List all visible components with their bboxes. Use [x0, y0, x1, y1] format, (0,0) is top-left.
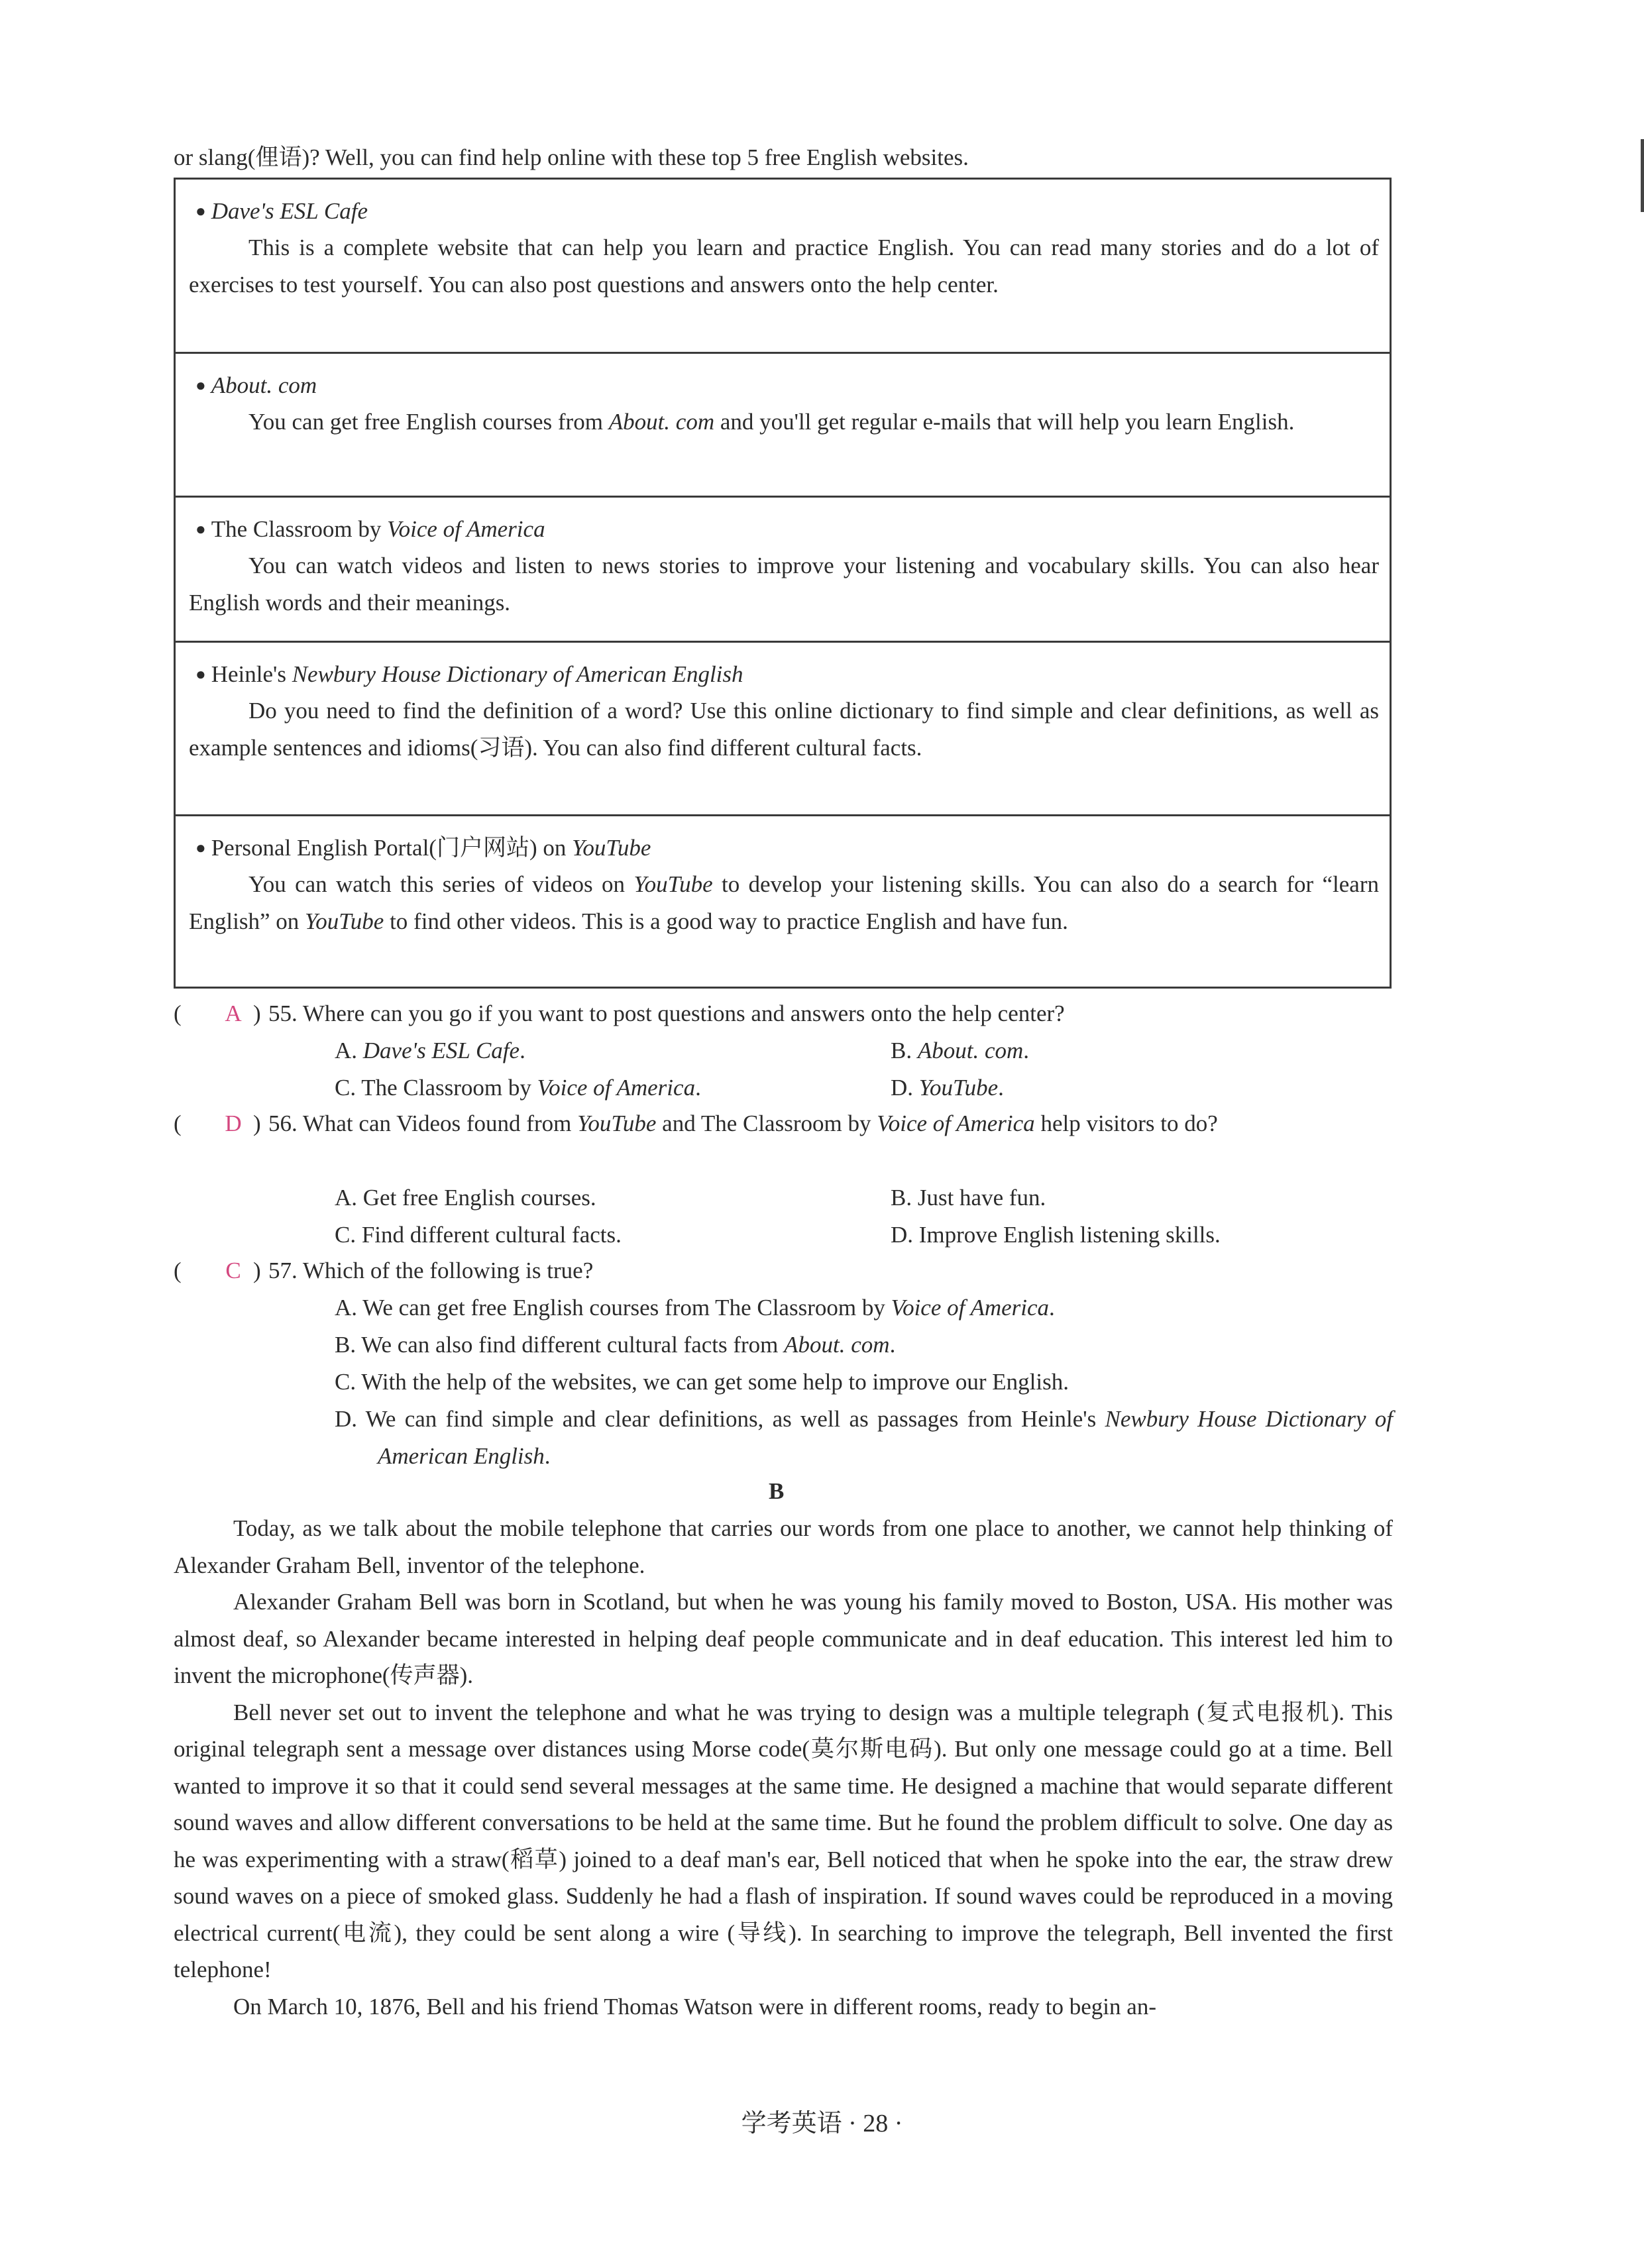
answer-paren-close: ) [253, 1258, 261, 1283]
option-c [335, 1216, 622, 1254]
italic-text: Voice of America [891, 1295, 1050, 1321]
text-run: Do you need to find the definition of a word? Use this online dictionary to find simple and clear definitions, as well as example sentences and idioms(习语). You can also find different cultural facts. [189, 698, 1379, 761]
text-run: The Classroom by [211, 516, 388, 542]
question-stem [268, 1105, 1388, 1142]
website-title [195, 193, 1379, 232]
websites-box [174, 178, 1392, 989]
website-section-about-com [176, 352, 1390, 498]
italic-text: YouTube [633, 871, 713, 897]
answer-paren-close: ) [253, 1110, 261, 1136]
section-b-heading: B [769, 1478, 785, 1504]
text-run: . [1023, 1038, 1030, 1063]
answer-paren-open: ( [174, 1258, 182, 1283]
website-title-text [211, 372, 317, 398]
website-title-text [211, 835, 651, 861]
paragraph: On March 10, 1876, Bell and his friend Thomas Watson were in different rooms, ready to begin an- [233, 1993, 1156, 2020]
website-section-voice-of-america [176, 496, 1390, 643]
website-section-youtube-portal [176, 814, 1390, 989]
italic-text: Voice of America [387, 516, 545, 542]
bullet-icon: ● [195, 376, 206, 395]
text-run: help visitors to do? [1034, 1110, 1218, 1136]
text-run: You can watch this series of videos on [248, 871, 634, 897]
option-d [891, 1216, 1221, 1254]
website-description [189, 547, 1379, 621]
option-d [335, 1401, 1393, 1474]
text-run: D. Improve English listening skills. [891, 1222, 1221, 1248]
text-run: 57. Which of the following is true? [268, 1258, 594, 1283]
text-run: B. Just have fun. [891, 1185, 1046, 1211]
italic-text: Dave's ESL Cafe [362, 1038, 520, 1063]
text-run: C. Find different cultural facts. [335, 1222, 622, 1248]
text-run: You can get free English courses from [248, 409, 609, 435]
option-b [891, 1032, 1029, 1069]
italic-text: YouTube [572, 835, 651, 861]
text-run: A. Get free English courses. [335, 1185, 596, 1211]
text-run: . [544, 1442, 551, 1469]
italic-text: Newbury House Dictionary of American English [292, 661, 743, 687]
italic-text: About. com [211, 372, 317, 398]
text-run: to find other videos. This is a good way to practice English and have fun. [384, 908, 1068, 934]
paragraph: Alexander Graham Bell was born in Scotland, but when he was young his family moved to Boston, USA. His mother was almost deaf, so Alexander became interested in helping deaf people communicate and in deaf education. This interest led him to invent the microphone(传声器). [174, 1589, 1393, 1688]
website-description [189, 404, 1379, 441]
website-description [189, 866, 1379, 940]
option-c [335, 1364, 1069, 1401]
text-run: . [695, 1075, 701, 1101]
option-c [335, 1069, 701, 1107]
question-55 [174, 995, 1393, 1107]
paragraph: Today, as we talk about the mobile telephone that carries our words from one place to another, we cannot help thinking of Alexander Graham Bell, inventor of the telephone. [174, 1515, 1393, 1578]
text-run: 55. Where can you go if you want to post questions and answers onto the help center? [268, 1000, 1065, 1026]
website-title-text [211, 198, 368, 224]
answer-letter: C [225, 1258, 241, 1283]
option-b [335, 1326, 895, 1364]
page-footer: 学考英语 · 28 · [741, 2110, 903, 2137]
bullet-icon: ● [195, 838, 206, 857]
website-title-text [211, 661, 743, 687]
text-run: Personal English Portal(门户网站) on [211, 835, 573, 861]
bullet-icon: ● [195, 519, 206, 539]
text-run: This is a complete website that can help you learn and practice English. You can read many stories and do a lot of exercises to test yourself. You can also post questions and answers onto the help center. [189, 235, 1379, 297]
text-run: D. We can find simple and clear definitions, as well as passages from Heinle's [335, 1406, 1105, 1432]
website-section-daves-esl-cafe [176, 180, 1390, 352]
text-run: . [1049, 1295, 1055, 1321]
page-edge-mark [1641, 139, 1644, 212]
italic-text: Voice of America [537, 1075, 696, 1101]
text-run: C. The Classroom by [335, 1075, 537, 1101]
italic-text: Voice of America [877, 1110, 1035, 1136]
italic-text: YouTube [304, 908, 384, 934]
text-run: A. [335, 1038, 363, 1063]
text-run: Heinle's [211, 661, 292, 687]
option-d [891, 1069, 1004, 1107]
text-run: 56. What can Videos found from [268, 1110, 578, 1136]
text-run: . [520, 1038, 525, 1063]
italic-text: Newbury House Dictionary of American English [378, 1406, 1393, 1469]
question-stem [268, 995, 1395, 1032]
paragraph: Bell never set out to invent the telephone and what he was trying to design was a multiple telegraph (复式电报机). This original telegraph sent a message over distances using Morse code(莫尔斯电码). But only one message could go at a time. Bell wanted to improve it so that it could send several messages at the same time. He designed a machine that would separate different sound waves and allow different conversations to be held at the same time. But he found the problem difficult to solve. One day as he was experimenting with a straw(稻草) joined to a deaf man's ear, Bell noticed that when he spoke into the ear, the straw drew sound waves on a piece of smoked glass. Suddenly he had a flash of inspiration. If sound waves could be reproduced in a moving electrical current(电流), they could be sent along a wire (导线). In searching to improve the telegraph, Bell invented the first telephone! [174, 1699, 1393, 1982]
website-title-text [211, 516, 545, 542]
intro-line: or slang(俚语)? Well, you can find help online with these top 5 free English websites. [174, 144, 969, 170]
text-run: . [889, 1332, 896, 1358]
text-run: . [998, 1075, 1004, 1101]
website-title [195, 511, 1379, 550]
website-title [195, 656, 1379, 695]
bullet-icon: ● [195, 201, 206, 221]
text-run: and The Classroom by [656, 1110, 877, 1136]
text-run: You can watch videos and listen to news stories to improve your listening and vocabulary skills. You can also hear English words and their meanings. [189, 553, 1379, 616]
bullet-icon: ● [195, 665, 206, 684]
option-a [335, 1032, 525, 1069]
italic-text: YouTube [577, 1110, 657, 1136]
answer-paren-open: ( [174, 1000, 182, 1026]
italic-text: YouTube [918, 1075, 999, 1101]
italic-text: About. com [917, 1038, 1024, 1063]
italic-text: About. com [784, 1332, 890, 1358]
option-b [891, 1179, 1046, 1216]
passage-b [174, 1510, 1393, 2025]
question-57 [174, 1252, 1393, 1475]
option-a [335, 1179, 596, 1216]
text-run: and you'll get regular e-mails that will help you learn English. [714, 409, 1295, 435]
text-run: C. With the help of the websites, we can get some help to improve our English. [335, 1369, 1069, 1395]
answer-letter: A [225, 1000, 242, 1026]
text-run: to develop your listening skills. You can also do a search for “learn English” on [189, 871, 1379, 934]
option-a [335, 1289, 1055, 1326]
answer-paren-open: ( [174, 1110, 182, 1136]
text-run: B. We can also find different cultural facts from [335, 1332, 785, 1358]
question-stem [268, 1252, 1395, 1289]
italic-text: Dave's ESL Cafe [211, 198, 368, 224]
text-run: A. We can get free English courses from The Classroom by [335, 1295, 891, 1321]
answer-letter: D [225, 1110, 242, 1136]
answer-paren-close: ) [253, 1000, 261, 1026]
text-run: D. [891, 1075, 919, 1101]
text-run: B. [891, 1038, 918, 1063]
question-56 [174, 1105, 1393, 1254]
italic-text: About. com [608, 409, 715, 435]
website-description [189, 229, 1379, 303]
website-title [195, 367, 1379, 406]
website-description [189, 692, 1379, 766]
website-section-newbury-dictionary [176, 641, 1390, 816]
website-title [195, 830, 1379, 869]
